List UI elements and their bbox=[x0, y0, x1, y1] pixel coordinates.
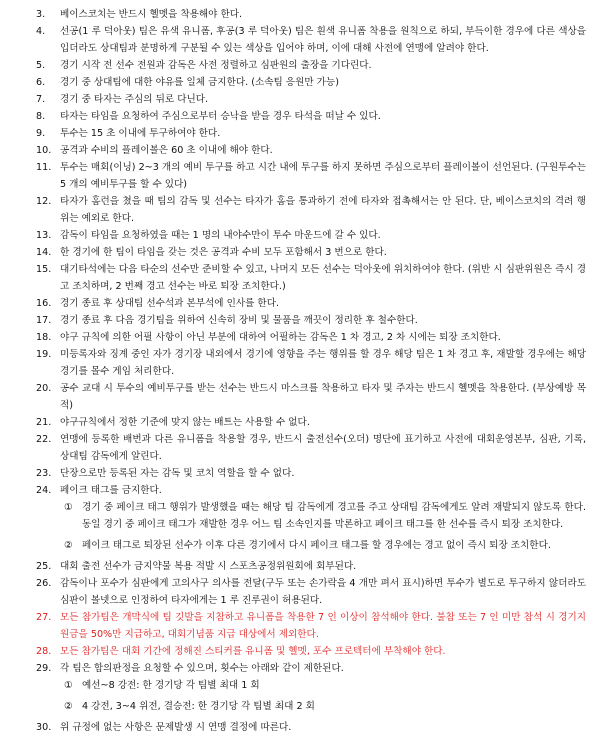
rule-item bbox=[0, 575, 600, 609]
rule-number: 7. bbox=[36, 94, 46, 105]
rule-item bbox=[0, 643, 600, 660]
rule-number: 27. bbox=[36, 612, 52, 623]
rule-number: 29. bbox=[36, 663, 52, 674]
sub-item bbox=[0, 698, 600, 715]
rule-text: 페이크 태그를 금지한다. bbox=[60, 485, 162, 496]
rule-number: 14. bbox=[36, 247, 52, 258]
rule-number: 18. bbox=[36, 332, 52, 343]
rule-number: 30. bbox=[36, 722, 52, 733]
rule-text: 베이스코치는 반드시 헬멧을 착용해야 한다. bbox=[60, 9, 243, 20]
rule-number: 8. bbox=[36, 111, 46, 122]
sub-item bbox=[0, 499, 600, 533]
rule-item bbox=[0, 125, 600, 142]
sub-item-text: 4 강전, 3~4 위전, 결승전: 한 경기당 각 팀별 최대 2 회 bbox=[82, 701, 315, 712]
circled-number: ① bbox=[64, 680, 73, 691]
rule-text: 대회 출전 선수가 금지약물 복용 적발 시 스포츠공정위원회에 회부된다. bbox=[60, 561, 357, 572]
rule-number: 25. bbox=[36, 561, 52, 572]
rule-item bbox=[0, 227, 600, 244]
rule-number: 9. bbox=[36, 128, 46, 139]
rule-text: 연맹에 등록한 배번과 다른 유니폼을 착용할 경우, 반드시 출전선수(오더) 명단에 표기하고 사전에 대회운영본부, 심판, 기록, 상대팀 감독에게 알린다. bbox=[60, 434, 586, 462]
rule-text: 단장으로만 등록된 자는 감독 및 코치 역할을 할 수 없다. bbox=[60, 468, 295, 479]
circled-number: ② bbox=[64, 701, 73, 712]
rule-text: 경기 시작 전 선수 전원과 감독은 사전 정렬하고 심판원의 출장을 기다린다. bbox=[60, 60, 372, 71]
sub-item bbox=[0, 537, 600, 554]
rule-number: 10. bbox=[36, 145, 52, 156]
rule-item bbox=[0, 108, 600, 125]
rule-text: 야구 규칙에 의한 어필 사항이 아닌 부분에 대하여 어필하는 감독은 1 차 경고, 2 차 시에는 퇴장 조치한다. bbox=[60, 332, 501, 343]
rule-item bbox=[0, 6, 600, 23]
rule-number: 24. bbox=[36, 485, 52, 496]
rule-number: 23. bbox=[36, 468, 52, 479]
rule-24-subitems bbox=[0, 499, 600, 554]
rule-text: 경기 종료 후 상대팀 선수석과 본부석에 인사를 한다. bbox=[60, 298, 280, 309]
rule-text: 경기 종료 후 다음 경기팀을 위하여 신속히 장비 및 물품을 깨끗이 정리한 후 철수한다. bbox=[60, 315, 418, 326]
rules-list-continued bbox=[0, 558, 600, 677]
rule-text: 대기타석에는 다음 타순의 선수만 준비할 수 있고, 나머지 모든 선수는 덕아웃에 위치하여야 한다. (위반 시 심판위원은 즉시 경고 조치하며, 2 번째 경고 선수는 바로 퇴장 조치한다.) bbox=[60, 264, 586, 292]
rule-number: 5. bbox=[36, 60, 46, 71]
rule-text: 공격과 수비의 플레이볼은 60 초 이내에 해야 한다. bbox=[60, 145, 273, 156]
rule-item bbox=[0, 312, 600, 329]
rule-item bbox=[0, 142, 600, 159]
rule-item bbox=[0, 558, 600, 575]
rule-number: 15. bbox=[36, 264, 52, 275]
rule-text: 한 경기에 한 팀이 타임을 갖는 것은 공격과 수비 모두 포함해서 3 번으로 한다. bbox=[60, 247, 387, 258]
rule-item bbox=[0, 609, 600, 643]
rule-item bbox=[0, 74, 600, 91]
rule-number: 3. bbox=[36, 9, 46, 20]
rule-text: 위 규정에 없는 사항은 문제발생 시 연맹 결정에 따른다. bbox=[60, 722, 292, 733]
sub-item-text: 경기 중 페이크 태그 행위가 발생했을 때는 해당 팀 감독에게 경고를 주고 상대팀 감독에게도 알려 재발되지 않도록 한다. 동일 경기 중 페이크 태그가 재발한 경우 어느 팀 소속인지를 막론하고 페이크 태그를 한 선수를 즉시 퇴장 조치한다. bbox=[82, 502, 586, 530]
rule-item-30 bbox=[0, 719, 600, 736]
rule-item bbox=[0, 482, 600, 499]
rule-number: 28. bbox=[36, 646, 52, 657]
rule-number: 26. bbox=[36, 578, 52, 589]
rule-text: 감독이나 포수가 심판에게 고의사구 의사를 전달(구두 또는 손가락을 4 개만 펴서 표시)하면 투수가 별도로 투구하지 않더라도 심판이 볼넷으로 인정하여 타자에게는 1 루 진루권이 허용된다. bbox=[60, 578, 586, 606]
rule-text: 투수는 매회(이닝) 2~3 개의 예비 투구를 하고 시간 내에 투구를 하지 못하면 주심으로부터 플레이볼이 선언된다. (구원투수는 5 개의 예비투구를 할 수 있다) bbox=[60, 162, 586, 190]
rule-item bbox=[0, 380, 600, 414]
rule-number: 13. bbox=[36, 230, 52, 241]
rule-number: 6. bbox=[36, 77, 46, 88]
rule-text: 투수는 15 초 이내에 투구하여야 한다. bbox=[60, 128, 221, 139]
rule-item bbox=[0, 244, 600, 261]
rule-item bbox=[0, 431, 600, 465]
rule-text: 선공(1 루 덕아웃) 팀은 유색 유니폼, 후공(3 루 덕아웃) 팀은 흰색 유니폼 착용을 원칙으로 하되, 부득이한 경우에 다른 색상을 입더라도 상대팀과 분명하게 구분될 수 있는 색상을 입어야 하며, 이에 대해 사전에 연맹에 알려야 한다. bbox=[60, 26, 586, 54]
circled-number: ① bbox=[64, 502, 73, 513]
sub-item-text: 페이크 태그로 퇴장된 선수가 이후 다른 경기에서 다시 페이크 태그를 할 경우에는 경고 없이 즉시 퇴장 조치한다. bbox=[82, 540, 551, 551]
rule-number: 4. bbox=[36, 26, 46, 37]
rule-item bbox=[0, 329, 600, 346]
rule-text: 타자가 홈런을 쳤을 때 팀의 감독 및 선수는 타자가 홈을 통과하기 전에 타자와 접촉해서는 안 된다. 단, 베이스코치의 격려 행위는 예외로 한다. bbox=[60, 196, 586, 224]
rule-item bbox=[0, 414, 600, 431]
rule-item bbox=[0, 346, 600, 380]
rule-number: 20. bbox=[36, 383, 52, 394]
rule-number: 17. bbox=[36, 315, 52, 326]
rule-text: 야구규칙에서 정한 기준에 맞지 않는 배트는 사용할 수 없다. bbox=[60, 417, 310, 428]
rule-text: 타자는 타임을 요청하여 주심으로부터 승낙을 받을 경우 타석을 떠날 수 있다. bbox=[60, 111, 381, 122]
rule-text: 경기 중 상대팀에 대한 야유를 일체 금지한다. (소속팀 응원만 가능) bbox=[60, 77, 339, 88]
rule-item bbox=[0, 261, 600, 295]
rule-item bbox=[0, 295, 600, 312]
rule-item bbox=[0, 193, 600, 227]
rule-item bbox=[0, 57, 600, 74]
sub-item bbox=[0, 677, 600, 694]
rules-list bbox=[0, 6, 600, 499]
rule-text: 공수 교대 시 투수의 예비투구를 받는 선수는 반드시 마스크를 착용하고 타자 및 주자는 반드시 헬멧을 착용한다. (부상예방 목적) bbox=[60, 383, 586, 411]
sub-item-text: 예선~8 강전: 한 경기당 각 팀별 최대 1 회 bbox=[82, 680, 260, 691]
rule-item bbox=[0, 465, 600, 482]
rule-item bbox=[0, 91, 600, 108]
rule-text: 감독이 타임을 요청하였을 때는 1 명의 내야수만이 투수 마운드에 갈 수 있다. bbox=[60, 230, 381, 241]
rule-number: 11. bbox=[36, 162, 52, 173]
rule-text: 미등록자와 징계 중인 자가 경기장 내외에서 경기에 영향을 주는 행위를 할 경우 해당 팀은 1 차 경고 후, 재발할 경우에는 해당 경기를 몰수 게임 처리한다. bbox=[60, 349, 586, 377]
rule-item bbox=[0, 159, 600, 193]
rule-number: 19. bbox=[36, 349, 52, 360]
rule-text: 모든 참가팀은 개막식에 팀 깃발을 지참하고 유니폼을 착용한 7 인 이상이 참석해야 한다. 불참 또는 7 인 미만 참석 시 경기지원금을 50%만 지급하고, 대회기념품 지급 대상에서 제외한다. bbox=[60, 612, 586, 640]
rule-text: 각 팀은 합의판정을 요청할 수 있으며, 횟수는 아래와 같이 제한된다. bbox=[60, 663, 344, 674]
circled-number: ② bbox=[64, 540, 73, 551]
rule-29-subitems bbox=[0, 677, 600, 715]
rule-item bbox=[0, 23, 600, 57]
rule-item bbox=[0, 660, 600, 677]
rule-text: 경기 중 타자는 주심의 뒤로 다닌다. bbox=[60, 94, 209, 105]
rule-number: 16. bbox=[36, 298, 52, 309]
rule-text: 모든 참가팀은 대회 기간에 정해진 스티커를 유니폼 및 헬멧, 포수 프로텍터에 부착해야 한다. bbox=[60, 646, 446, 657]
rule-number: 12. bbox=[36, 196, 52, 207]
rule-number: 22. bbox=[36, 434, 52, 445]
rule-number: 21. bbox=[36, 417, 52, 428]
